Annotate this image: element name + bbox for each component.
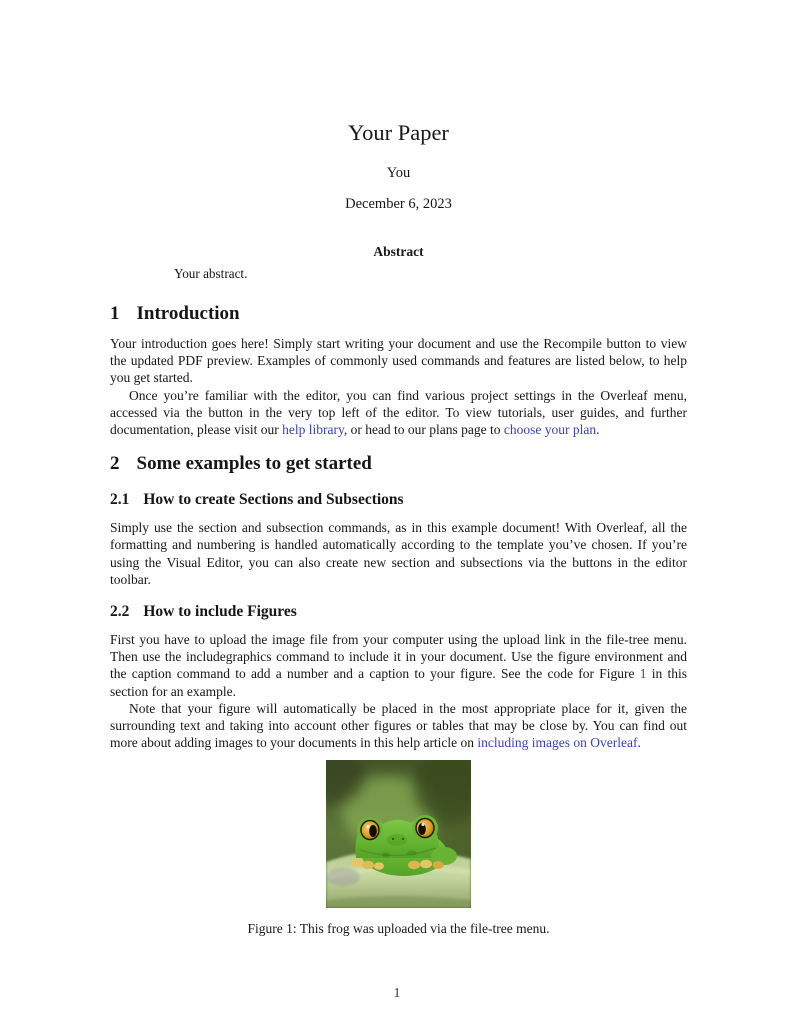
intro-paragraph-1: Your introduction goes here! Simply start writing your document and use the Recompile button to view the updated PDF preview. Examples of commonly used commands and features are listed below, to help you get started. — [110, 336, 687, 386]
subsection-2-1-title: How to create Sections and Subsections — [143, 491, 404, 509]
figures-p1-text-end: in this section for an example. — [110, 666, 687, 699]
figure-caption: Figure 1: This frog was uploaded via the file-tree menu. — [247, 921, 550, 937]
figures-paragraph-2 — [110, 700, 687, 752]
frog-image — [326, 760, 471, 908]
including-images-link[interactable]: including images on Overleaf — [477, 735, 638, 751]
subsection-2-1-number: 2.1 — [110, 491, 130, 509]
figures-p2-text-start: Note that your figure will automatically be placed in the most appropriate place for it, given the surrounding text and taking into account other figures or tables that may be close by. You can find out more about adding images to your documents in this help article on — [110, 700, 687, 751]
choose-your-plan-link[interactable]: choose your plan — [503, 422, 597, 438]
subsection-2-2-number: 2.2 — [110, 603, 130, 621]
figures-p2-text-end: . — [637, 735, 641, 751]
page-number: 1 — [393, 985, 401, 1000]
abstract-text: Your abstract. — [174, 266, 248, 281]
help-library-link[interactable]: help library — [282, 422, 344, 438]
section-2-title: Some examples to get started — [136, 453, 372, 475]
section-2-number: 2 — [110, 453, 120, 475]
intro-paragraph-2 — [110, 387, 687, 439]
figure-1-ref-link[interactable]: 1 — [639, 666, 647, 682]
intro-p2-text-end: . — [596, 422, 600, 438]
subsection-2-1-paragraph: Simply use the section and subsection commands, as in this example document! With Overleaf, all the formatting and numbering is handled automatically according to the template you’ve chosen. If you’re using the Visual Editor, you can also create new section and subsections via the buttons in the editor toolbar. — [110, 520, 687, 587]
intro-p2-text-start: Once you’re familiar with the editor, you can find various project settings in the Overleaf menu, accessed via the button in the very top left of the editor. To view tutorials, user guides, and further documentation, please visit our — [110, 387, 687, 438]
section-1-number: 1 — [110, 303, 120, 324]
figures-paragraph-1 — [110, 631, 687, 700]
subsection-2-2-heading — [110, 602, 687, 621]
figures-p1-text-start: First you have to upload the image file from your computer using the upload link in the file-tree menu. Then use the includegraphics command to include it in your document. Use the figure environment and the caption command to add a number and a caption to your figure. See the code for Figure — [110, 632, 687, 682]
section-1-heading — [110, 302, 687, 325]
figure-1 — [110, 760, 687, 937]
paper-date: December 6, 2023 — [345, 196, 452, 212]
intro-p2-text-mid: , or head to our plans page to — [343, 422, 504, 438]
paper-title: Your Paper — [348, 120, 449, 145]
subsection-2-1-heading — [110, 490, 687, 509]
paper-author: You — [386, 165, 411, 181]
subsection-2-2-title: How to include Figures — [143, 603, 297, 621]
section-1-title: Introduction — [136, 303, 240, 324]
section-2-heading — [110, 452, 687, 475]
abstract-heading: Abstract — [373, 244, 424, 259]
